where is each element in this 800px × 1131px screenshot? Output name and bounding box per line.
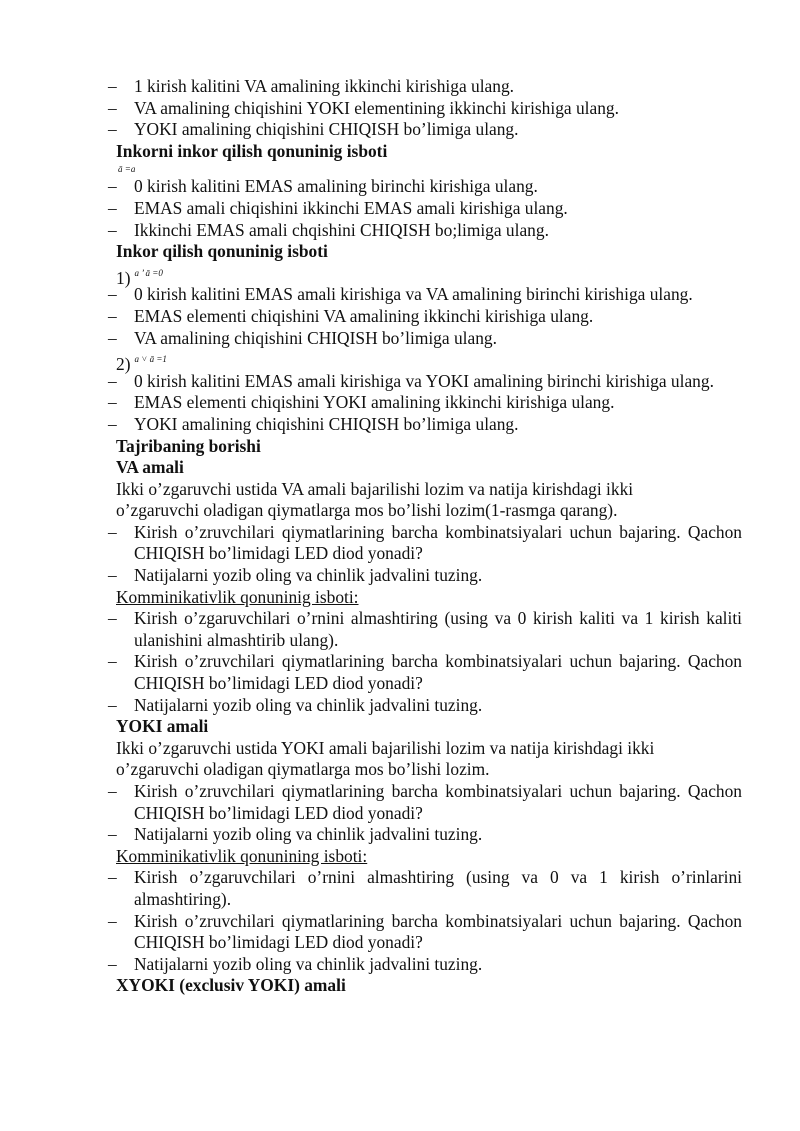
list-item-text: Kirish o’zruvchilari qiymatlarining barcha kombinatsiyalari uchun bajaring. Qachon CHIQISH bo’limidagi LED diod yonadi? (134, 910, 742, 953)
list-item-text: Ikkinchi EMAS amali chqishini CHIQISH bo;limiga ulang. (134, 219, 549, 240)
list-item-text: Kirish o’zgaruvchilari o’rnini almashtiring (using va 0 kirish kaliti va 1 kirish kaliti ulanishini almashtirib ulang). (134, 608, 742, 650)
bullet-dash: – (108, 413, 117, 434)
bullet-dash: – (108, 305, 117, 326)
list-item-text: Natijalarni yozib oling va chinlik jadvalini tuzing. (134, 565, 483, 586)
section-heading: Inkor qilish qonuninig isboti (116, 241, 328, 262)
section-heading: YOKI amali (116, 716, 209, 737)
bullet-dash: – (108, 608, 117, 629)
bullet-dash: – (108, 824, 117, 845)
bullet-dash: – (108, 910, 117, 931)
list-item (108, 328, 742, 350)
subsection-heading: Komminikativlik qonunining isboti: (116, 845, 368, 866)
bullet-dash: – (108, 867, 117, 888)
bullet-dash: – (108, 327, 117, 348)
list-item-text: Kirish o’zruvchilari qiymatlarining barcha kombinatsiyalari uchun bajaring. Qachon CHIQISH bo’limidagi LED diod yonadi? (134, 521, 742, 564)
bullet-dash: – (108, 219, 117, 240)
list-item (108, 522, 742, 565)
list-item (108, 220, 742, 242)
list-item (108, 198, 742, 220)
list-item-text: EMAS elementi chiqishini YOKI amalining ikkinchi kirishiga ulang. (134, 392, 615, 413)
list-item (108, 392, 742, 414)
list-item-text: EMAS elementi chiqishini VA amalining ikkinchi kirishiga ulang. (134, 305, 594, 326)
list-item-text: Natijalarni yozib oling va chinlik jadvalini tuzing. (134, 694, 483, 715)
bullet-dash: – (108, 197, 117, 218)
list-item (108, 867, 742, 910)
numbered-formula (108, 263, 742, 288)
list-item-text: VA amalining chiqishini CHIQISH bo’limiga ulang. (134, 327, 497, 348)
list-item-text: YOKI amalining chiqishini CHIQISH bo’limiga ulang. (134, 119, 519, 140)
bullet-dash: – (108, 176, 117, 197)
list-item-text: EMAS amali chiqishini ikkinchi EMAS amali kirishiga ulang. (134, 197, 568, 218)
list-item (108, 954, 742, 976)
list-item (108, 76, 742, 98)
list-item (108, 176, 742, 198)
bullet-dash: – (108, 521, 117, 542)
paragraph-line: Ikki o’zgaruvchi ustida YOKI amali bajarilishi lozim va natija kirishdagi ikki (116, 737, 655, 758)
list-item (108, 781, 742, 824)
numbered-formula (108, 349, 742, 375)
list-item (108, 695, 742, 717)
list-item-text: Natijalarni yozib oling va chinlik jadvalini tuzing. (134, 953, 483, 974)
bullet-dash: – (108, 97, 117, 118)
bullet-dash: – (108, 392, 117, 413)
list-item-text: 0 kirish kalitini EMAS amali kirishiga va VA amalining birinchi kirishiga ulang. (134, 284, 693, 305)
paragraph-line: Ikki o’zgaruvchi ustida VA amali bajarilishi lozim va natija kirishdagi ikki (116, 478, 634, 499)
subsection-heading: Komminikativlik qonuninig isboti: (116, 586, 359, 607)
paragraph-line: o’zgaruvchi oladigan qiymatlarga mos bo’lishi lozim. (116, 759, 490, 780)
list-item (108, 824, 742, 846)
list-item-text: 0 kirish kalitini EMAS amali kirishiga va YOKI amalining birinchi kirishiga ulang. (134, 370, 714, 391)
list-item-text: Kirish o’zruvchilari qiymatlarining barcha kombinatsiyalari uchun bajaring. Qachon CHIQISH bo’limidagi LED diod yonadi? (134, 651, 742, 694)
paragraph-line: o’zgaruvchi oladigan qiymatlarga mos bo’lishi lozim(1-rasmga qarang). (116, 500, 618, 521)
list-item-text: YOKI amalining chiqishini CHIQISH bo’limiga ulang. (134, 413, 519, 434)
bullet-dash: – (108, 694, 117, 715)
section-heading: XYOKI (exclusiv YOKI) amali (116, 975, 346, 996)
list-item (108, 306, 742, 328)
list-item-text: VA amalining chiqishini YOKI elementining ikkinchi kirishiga ulang. (134, 97, 619, 118)
document-body (108, 76, 742, 997)
list-item (108, 98, 742, 120)
list-item (108, 284, 742, 306)
formula: a ’ ā =0 (134, 267, 163, 278)
bullet-dash: – (108, 76, 117, 96)
list-item-text: 1 kirish kalitini VA amalining ikkinchi kirishiga ulang. (134, 76, 514, 96)
list-item (108, 414, 742, 436)
formula: a ˅ ā =1 (134, 354, 167, 365)
list-item-text: Natijalarni yozib oling va chinlik jadvalini tuzing. (134, 824, 483, 845)
bullet-dash: – (108, 565, 117, 586)
bullet-dash: – (108, 953, 117, 974)
section-heading: VA amali (116, 457, 184, 478)
bullet-dash: – (108, 370, 117, 391)
formula: ā =a (118, 164, 136, 175)
list-item-text: Kirish o’zgaruvchilari o’rnini almashtiring (using va 0 va 1 kirish o’rinlarini almashtiring). (134, 867, 742, 909)
formula-number: 2) (116, 354, 131, 375)
formula-number: 1) (116, 267, 131, 288)
list-item (108, 119, 742, 141)
section-heading: Tajribaning borishi (116, 435, 261, 456)
bullet-dash: – (108, 781, 117, 801)
list-item (108, 608, 742, 651)
list-item (108, 651, 742, 694)
bullet-dash: – (108, 651, 117, 672)
list-item-text: 0 kirish kalitini EMAS amalining birinchi kirishiga ulang. (134, 176, 538, 197)
list-item-text: Kirish o’zruvchilari qiymatlarining barcha kombinatsiyalari uchun bajaring. Qachon CHIQISH bo’limidagi LED diod yonadi? (134, 781, 742, 823)
list-item (108, 565, 742, 587)
list-item (108, 911, 742, 954)
section-heading: Inkorni inkor qilish qonuninig isboti (116, 140, 388, 161)
list-item (108, 371, 742, 393)
bullet-dash: – (108, 119, 117, 140)
bullet-dash: – (108, 284, 117, 305)
